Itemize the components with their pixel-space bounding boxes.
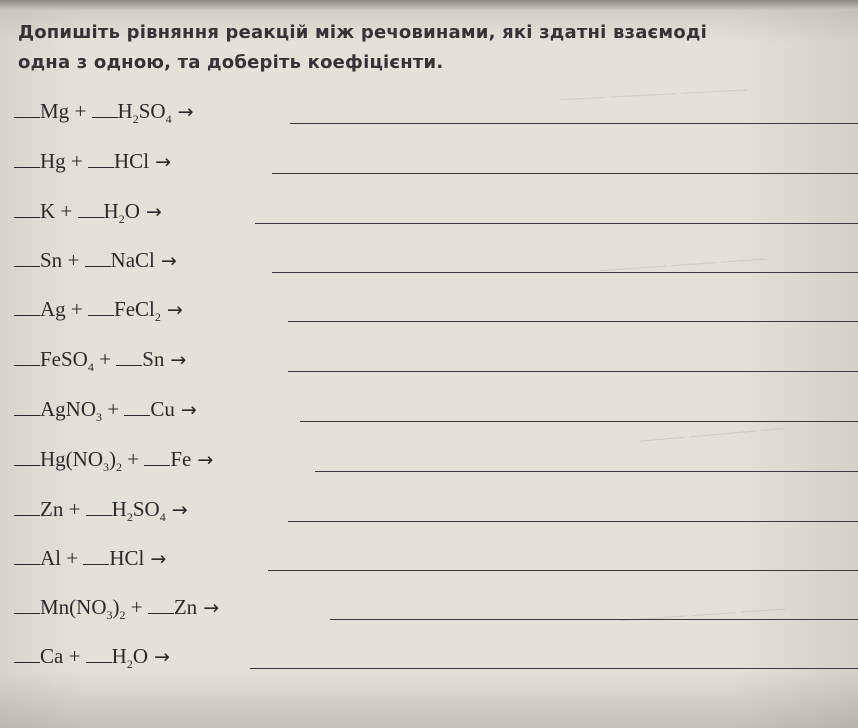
coefficient-blank[interactable]: [14, 203, 40, 218]
arrow-icon: →: [191, 449, 214, 471]
reactant-2-mid: SO: [132, 497, 160, 521]
coefficient-blank[interactable]: [144, 451, 170, 466]
answer-line[interactable]: [272, 272, 858, 273]
reactant-2: FeCl: [114, 297, 155, 321]
subscript: 3: [96, 410, 102, 424]
coefficient-blank[interactable]: [85, 252, 111, 267]
answer-line[interactable]: [250, 668, 858, 669]
show-through-texture: —— ——— ———: [559, 75, 748, 110]
reactant-2: H: [111, 644, 127, 668]
reactant-1: Ag: [40, 297, 66, 321]
plus-sign: +: [65, 149, 89, 173]
answer-line[interactable]: [330, 619, 858, 620]
answer-line[interactable]: [288, 521, 858, 522]
equation-row: [14, 396, 858, 426]
subscript: 4: [159, 510, 166, 524]
reactant-2: H: [103, 199, 119, 223]
subscript: 3: [106, 608, 113, 622]
reactant-1: AgNO: [40, 397, 96, 421]
reactant-1: Hg(NO: [40, 447, 103, 471]
reactant-2: HCl: [114, 149, 150, 173]
arrow-icon: →: [160, 299, 183, 321]
equation-row: [14, 446, 858, 476]
answer-line[interactable]: [288, 371, 858, 372]
coefficient-blank[interactable]: [92, 103, 118, 118]
coefficient-blank[interactable]: [78, 203, 104, 218]
reactant-2-mid: O: [132, 644, 149, 668]
equation-row: [14, 198, 858, 228]
plus-sign: +: [125, 595, 148, 619]
answer-line[interactable]: [288, 321, 858, 322]
equation-text: [14, 250, 177, 271]
equation-text: [14, 297, 183, 324]
plus-sign: +: [55, 199, 78, 223]
coefficient-blank[interactable]: [14, 351, 40, 366]
reactant-1-tail: ): [109, 447, 116, 471]
arrow-icon: →: [197, 597, 220, 619]
coefficient-blank[interactable]: [14, 550, 40, 565]
arrow-icon: →: [164, 349, 187, 371]
reactant-2: Cu: [150, 397, 175, 421]
equation-text: [14, 151, 171, 172]
coefficient-blank[interactable]: [14, 501, 40, 516]
reactant-1: Hg: [40, 149, 66, 173]
reactant-2-mid: SO: [138, 99, 166, 123]
plus-sign: +: [63, 497, 86, 521]
answer-line[interactable]: [268, 570, 858, 571]
coefficient-blank[interactable]: [14, 153, 40, 168]
reactant-1: Zn: [40, 497, 64, 521]
coefficient-blank[interactable]: [86, 648, 112, 663]
subscript: 2: [118, 212, 125, 226]
equation-text: [14, 199, 162, 226]
subscript: 3: [103, 460, 109, 474]
reactant-2: H: [117, 99, 133, 123]
reactant-1-tail: ): [112, 595, 120, 619]
reactant-1: Sn: [40, 248, 63, 272]
arrow-icon: →: [165, 499, 188, 521]
equation-text: [14, 447, 214, 474]
arrow-icon: →: [148, 646, 170, 668]
coefficient-blank[interactable]: [88, 301, 114, 316]
equation-row: [14, 148, 858, 178]
equation-text: [14, 497, 188, 524]
arrow-icon: →: [174, 399, 197, 421]
instruction-line-1: Допишіть рівняння реакцій між речовинами, які здатні взаємоді: [18, 22, 708, 43]
plus-sign: +: [122, 447, 145, 471]
subscript: 2: [119, 608, 126, 622]
equation-text: [14, 397, 197, 424]
equation-row: [14, 346, 858, 376]
answer-line[interactable]: [272, 173, 858, 174]
arrow-icon: →: [149, 151, 171, 173]
reactant-2: Fe: [170, 447, 192, 471]
subscript: 2: [126, 657, 133, 671]
reactant-2: Sn: [142, 347, 165, 371]
equation-text: [14, 548, 166, 569]
answer-line[interactable]: [255, 223, 858, 224]
show-through-texture: ——— —— ——: [599, 244, 766, 281]
subscript: 2: [154, 310, 161, 324]
plus-sign: +: [61, 546, 84, 570]
plus-sign: +: [63, 644, 86, 668]
subscript: 2: [126, 510, 133, 524]
plus-sign: +: [62, 248, 85, 272]
reactant-2: Zn: [173, 595, 198, 619]
show-through-texture: ——— —— ——: [619, 594, 786, 631]
equation-row: [14, 247, 858, 277]
equation-row: [14, 496, 858, 526]
coefficient-blank[interactable]: [88, 153, 114, 168]
coefficient-blank[interactable]: [148, 599, 174, 614]
answer-line[interactable]: [315, 471, 858, 472]
coefficient-blank[interactable]: [14, 401, 40, 416]
reactant-1: Mn(NO: [40, 595, 107, 619]
equation-row: [14, 98, 858, 128]
coefficient-blank[interactable]: [14, 599, 40, 614]
plus-sign: +: [69, 99, 92, 123]
reactant-2: H: [111, 497, 127, 521]
equation-text: [14, 595, 220, 622]
subscript: 2: [132, 112, 139, 126]
coefficient-blank[interactable]: [14, 252, 40, 267]
arrow-icon: →: [171, 101, 194, 123]
plus-sign: +: [102, 397, 125, 421]
arrow-icon: →: [154, 250, 177, 272]
page-top-edge: [0, 0, 858, 10]
reactant-1: K: [40, 199, 56, 223]
subscript: 2: [116, 460, 122, 474]
equation-row: [14, 545, 858, 575]
plus-sign: +: [93, 347, 117, 371]
equation-text: [14, 347, 187, 374]
reactant-1: Mg: [40, 99, 70, 123]
equation-text: [14, 99, 194, 126]
task-instruction: [18, 18, 858, 78]
coefficient-blank[interactable]: [116, 351, 142, 366]
reactant-1: Al: [40, 546, 61, 570]
reactant-2-mid: O: [124, 199, 140, 223]
reactant-1: Ca: [40, 644, 64, 668]
reactant-1: FeSO: [40, 347, 88, 371]
show-through-texture: —— ——— —: [639, 413, 784, 452]
subscript: 4: [87, 360, 94, 374]
coefficient-blank[interactable]: [124, 401, 150, 416]
equation-row: [14, 594, 858, 624]
coefficient-blank[interactable]: [86, 501, 112, 516]
subscript: 4: [165, 112, 172, 126]
reactant-2: HCl: [109, 546, 145, 570]
coefficient-blank[interactable]: [83, 550, 109, 565]
answer-line[interactable]: [290, 123, 858, 124]
coefficient-blank[interactable]: [14, 301, 40, 316]
equation-text: [14, 644, 170, 671]
equation-row: [14, 643, 858, 673]
reactant-2: NaCl: [110, 248, 155, 272]
arrow-icon: →: [139, 201, 162, 223]
coefficient-blank[interactable]: [14, 451, 40, 466]
plus-sign: +: [65, 297, 89, 321]
coefficient-blank[interactable]: [14, 648, 40, 663]
answer-line[interactable]: [300, 421, 858, 422]
instruction-line-2: одна з одною, та доберіть коефіцієнти.: [18, 52, 444, 73]
arrow-icon: →: [144, 548, 167, 570]
coefficient-blank[interactable]: [14, 103, 40, 118]
equation-row: [14, 296, 858, 326]
